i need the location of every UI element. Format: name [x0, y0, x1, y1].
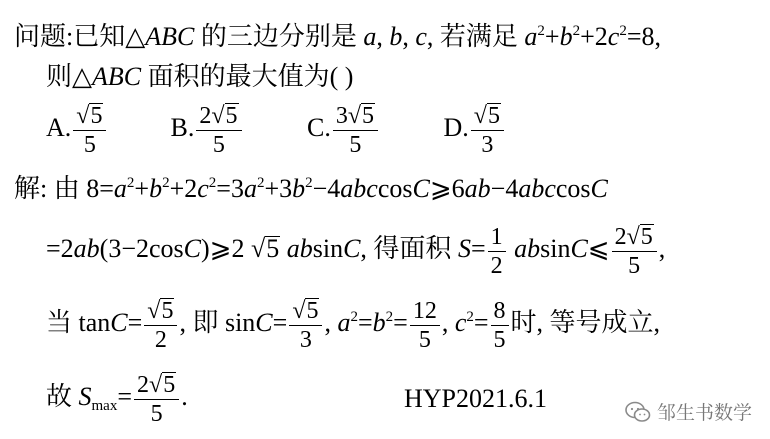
- watermark: [625, 398, 752, 425]
- question-line-2: 则△ABC 面积的最大值为( ): [46, 62, 354, 91]
- solution-line-2: =2ab(3−2cosC)⩾2 √5 absinC, 得面积 S= $\frac{1}{2}$ absinC⩽ $\frac{2√5}{5}$ ,: [46, 223, 666, 279]
- solution-line-4: 故 $S_{max}=$ $\frac{2√5}{5}$ .: [46, 371, 188, 427]
- solution-line-1: 解: 由 $8=a^2+b^2+2c^2=3a^2+3b^2-4abccosC⩾6ab-4abccosC$: [14, 174, 608, 203]
- options-row: [46, 98, 554, 164]
- option-c: C. $\frac{3√5}{5}$: [307, 98, 437, 159]
- option-b: B. $\frac{2√5}{5}$: [171, 98, 301, 159]
- watermark-text: 邹生书数学: [656, 402, 752, 424]
- question-line-1: 问题:已知△ABC 的三边分别是 a, b, c, 若满足 $a^2+b^2+2c^2=8$,: [14, 22, 661, 51]
- solution-line-3: 当 tanC= $\frac{√5}{2}$ , 即 sinC= $\frac{√5}{3}$ , $a^2=b^2=$ $\frac{12}{5}$ , $c^2=$ $\frac{8}{5}$ 时, 等号成立,: [46, 297, 661, 353]
- signature: HYP2021.6.1: [404, 384, 548, 413]
- option-d: D. $\frac{√5}{3}$: [444, 98, 554, 159]
- option-a: A. $\frac{√5}{5}$: [46, 98, 164, 159]
- wechat-icon: [625, 401, 651, 423]
